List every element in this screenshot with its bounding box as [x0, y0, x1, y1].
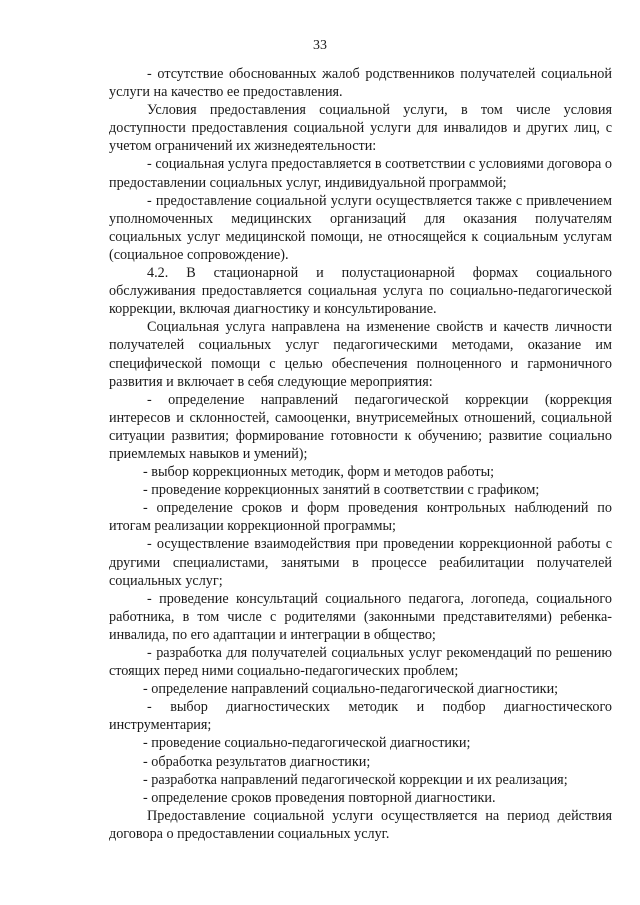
- list-item-methods-selection: - выбор коррекционных методик, форм и методов работы;: [143, 464, 495, 481]
- list-item-recommendations: - разработка для получателей социальных услуг рекомендаций по решению стоящих перед ними социально-педагогических проблем;: [109, 645, 612, 680]
- document-body: [109, 65, 612, 843]
- list-item-medical-organizations: - предоставление социальной услуги осуществляется также с привлечением уполномоченных медицинских организаций для оказания получателям социальных услуг медицинской помощи, не относящейся к социальным услугам (социальное сопровождение).: [109, 192, 612, 263]
- list-item-specialist-interaction: - осуществление взаимодействия при проведении коррекционной работы с другими специалистами, занятыми в процессе реабилитации получателей социальных услуг;: [109, 536, 612, 589]
- page-number: 33: [313, 38, 327, 53]
- list-item-control-observations: - определение сроков и форм проведения контрольных наблюдений по итогам реализации коррекционной программы;: [109, 500, 612, 535]
- list-item-correction-implementation: - разработка направлений педагогической коррекции и их реализация;: [143, 771, 568, 788]
- paragraph-conditions-heading: Условия предоставления социальной услуги, в том числе условия доступности предоставления социальной услуги для инвалидов и других лиц, с учетом ограничений их жизнедеятельности:: [109, 102, 612, 155]
- list-item-correction-directions: - определение направлений педагогической коррекции (коррекция интересов и склонностей, самооценки, внутрисемейных отношений, социальной ситуации развития; формирование готовности к обучению; развитие социально приемлемых навыков и умений);: [109, 391, 612, 462]
- list-item-correction-sessions: - проведение коррекционных занятий в соответствии с графиком;: [143, 482, 540, 499]
- list-item-contract-conditions: - социальная услуга предоставляется в соответствии с условиями договора о предоставлении социальных услуг, индивидуальной программой;: [109, 156, 612, 191]
- list-item-diagnostic-tools: - выбор диагностических методик и подбор диагностического инструментария;: [109, 699, 612, 734]
- list-item-process-results: - обработка результатов диагностики;: [143, 753, 371, 770]
- list-item-consultations: - проведение консультаций социального педагога, логопеда, социального работника, в том числе с родителями (законными представителями) ребенка-инвалида, по его адаптации и интеграции в общество;: [109, 590, 612, 643]
- paragraph-service-purpose: Социальная услуга направлена на изменение свойств и качеств личности получателей социальных услуг педагогическими методами, оказание им специфической помощи с целью обеспечения полноценного и гармоничного развития и включает в себя следующие мероприятия:: [109, 319, 612, 390]
- section-4-2-heading: 4.2. В стационарной и полустационарной формах социального обслуживания предоставляется социальная услуга по социально-педагогической коррекции, включая диагностику и консультирование.: [109, 265, 612, 318]
- paragraph-service-period: Предоставление социальной услуги осуществляется на период действия договора о предоставлении социальных услуг.: [109, 807, 612, 842]
- paragraph-complaints-criterion: - отсутствие обоснованных жалоб родственников получателей социальной услуги на качество ее предоставления.: [109, 66, 612, 101]
- list-item-conduct-diagnostics: - проведение социально-педагогической диагностики;: [143, 735, 471, 752]
- list-item-repeat-diagnostics: - определение сроков проведения повторной диагностики.: [143, 789, 496, 806]
- list-item-diagnostics-directions: - определение направлений социально-педагогической диагностики;: [143, 681, 559, 698]
